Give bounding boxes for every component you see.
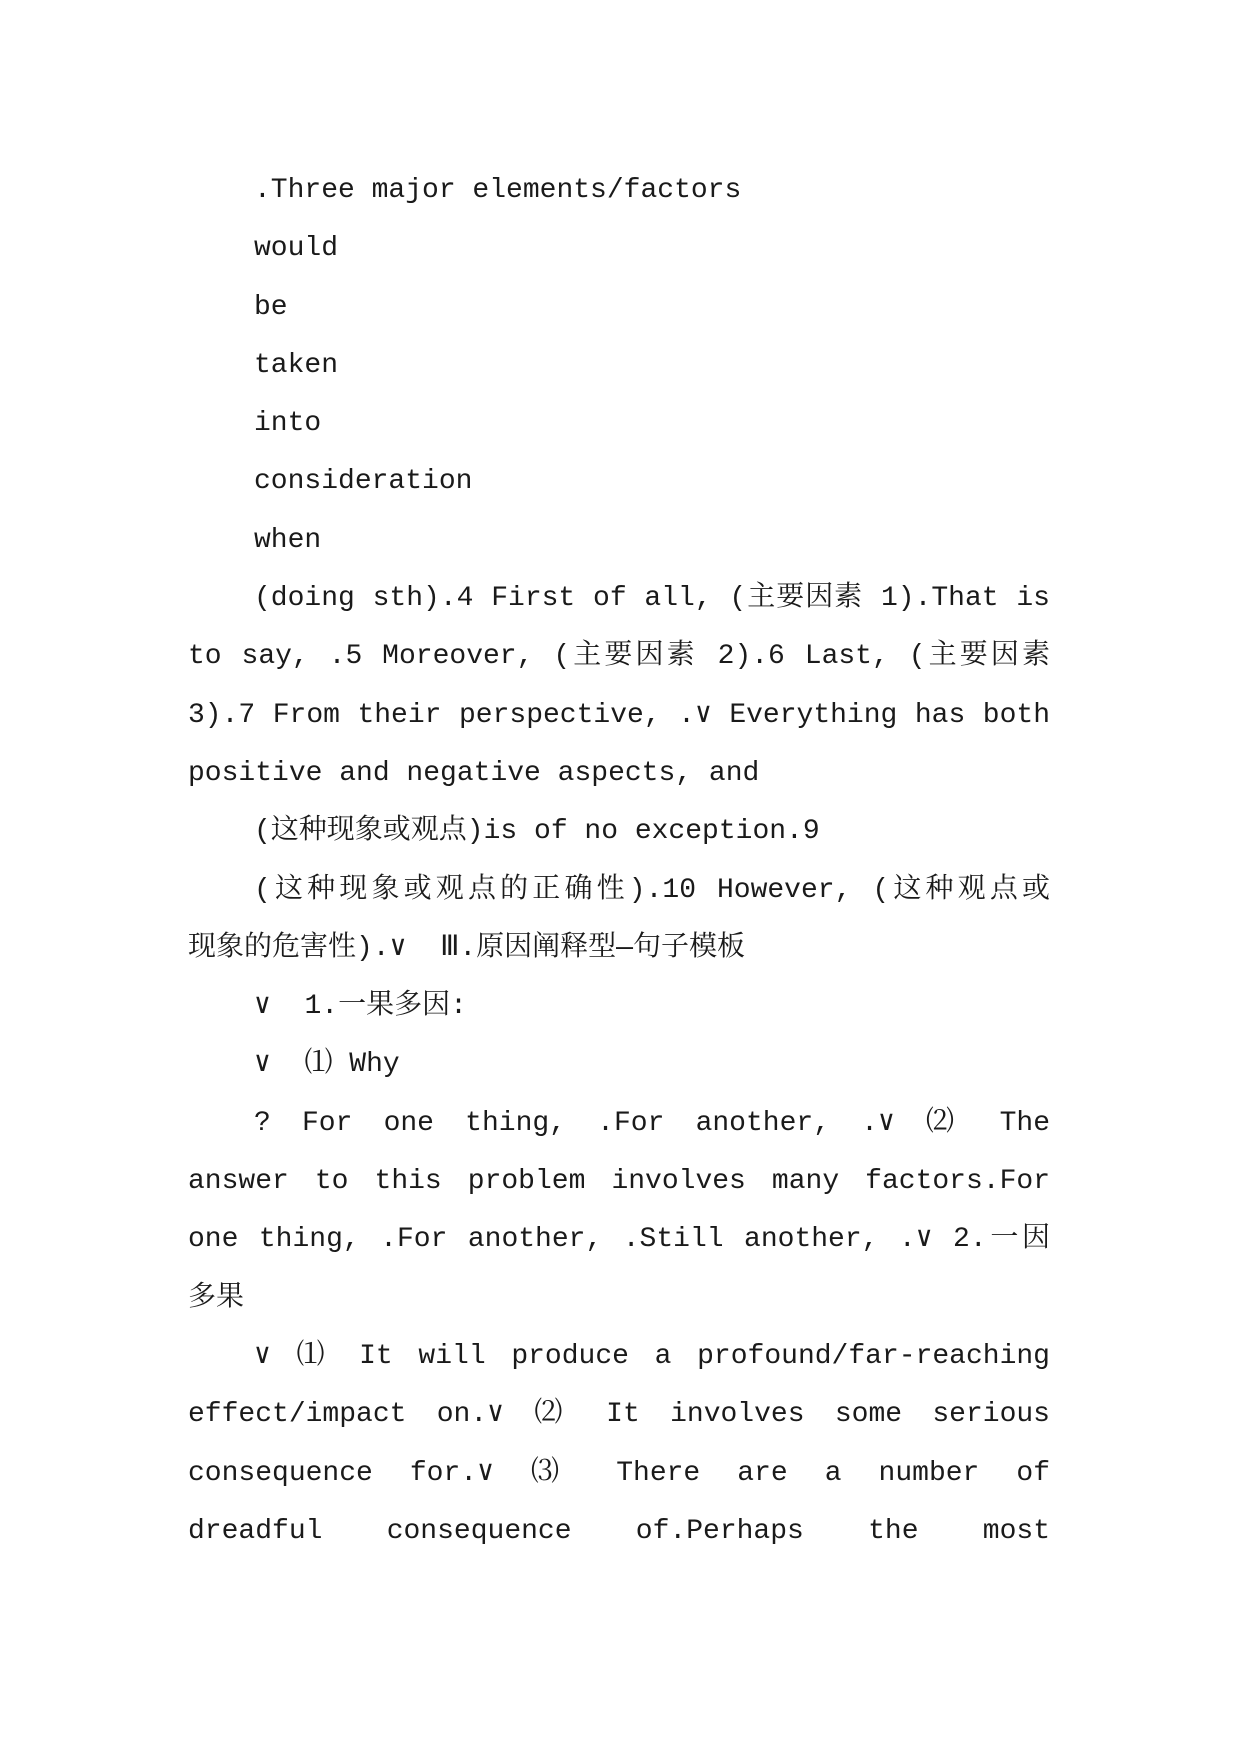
text-line: into bbox=[254, 408, 322, 440]
text-line: consideration bbox=[254, 466, 473, 498]
text-line: one thing, .For another, .Still another, .∨ 2.一因 bbox=[188, 1224, 1050, 1256]
text-line: 3).7 From their perspective, .∨ Everything has both bbox=[188, 699, 1050, 731]
text-line: when bbox=[254, 524, 322, 556]
text-line: effect/impact on.∨ ⑵ It involves some serious bbox=[188, 1399, 1050, 1431]
text-line: (这种现象或观点的正确性).10 However, (这种观点或 bbox=[254, 874, 1050, 906]
text-line: ? For one thing, .For another, .∨ ⑵ The bbox=[254, 1107, 1050, 1139]
text-line: be bbox=[254, 291, 288, 323]
text-line: (这种现象或观点)is of no exception.9 bbox=[254, 816, 820, 848]
document-body bbox=[188, 162, 1050, 1561]
text-line: answer to this problem involves many factors.For bbox=[188, 1166, 1050, 1198]
text-line: .Three major elements/factors bbox=[254, 175, 742, 206]
text-line: to say, .5 Moreover, (主要因素 2).6 Last, (主要因素 bbox=[188, 641, 1050, 673]
text-line: ∨ ⑴ It will produce a profound/far-reaching bbox=[254, 1340, 1050, 1372]
text-line: would bbox=[254, 233, 339, 265]
text-line: dreadful consequence of.Perhaps the most bbox=[188, 1515, 1050, 1547]
text-line: taken bbox=[254, 349, 339, 381]
text-line: positive and negative aspects, and bbox=[188, 757, 760, 789]
text-line: 多果 bbox=[188, 1282, 245, 1314]
text-line: consequence for.∨ ⑶ There are a number of bbox=[188, 1457, 1050, 1489]
text-line: ∨ ⑴ Why bbox=[254, 1049, 400, 1081]
text-line: (doing sth).4 First of all, (主要因素 1).That is bbox=[254, 583, 1050, 615]
text-line: ∨ 1.一果多因: bbox=[254, 991, 467, 1023]
text-line: 现象的危害性).∨ Ⅲ.原因阐释型—句子模板 bbox=[188, 932, 745, 964]
